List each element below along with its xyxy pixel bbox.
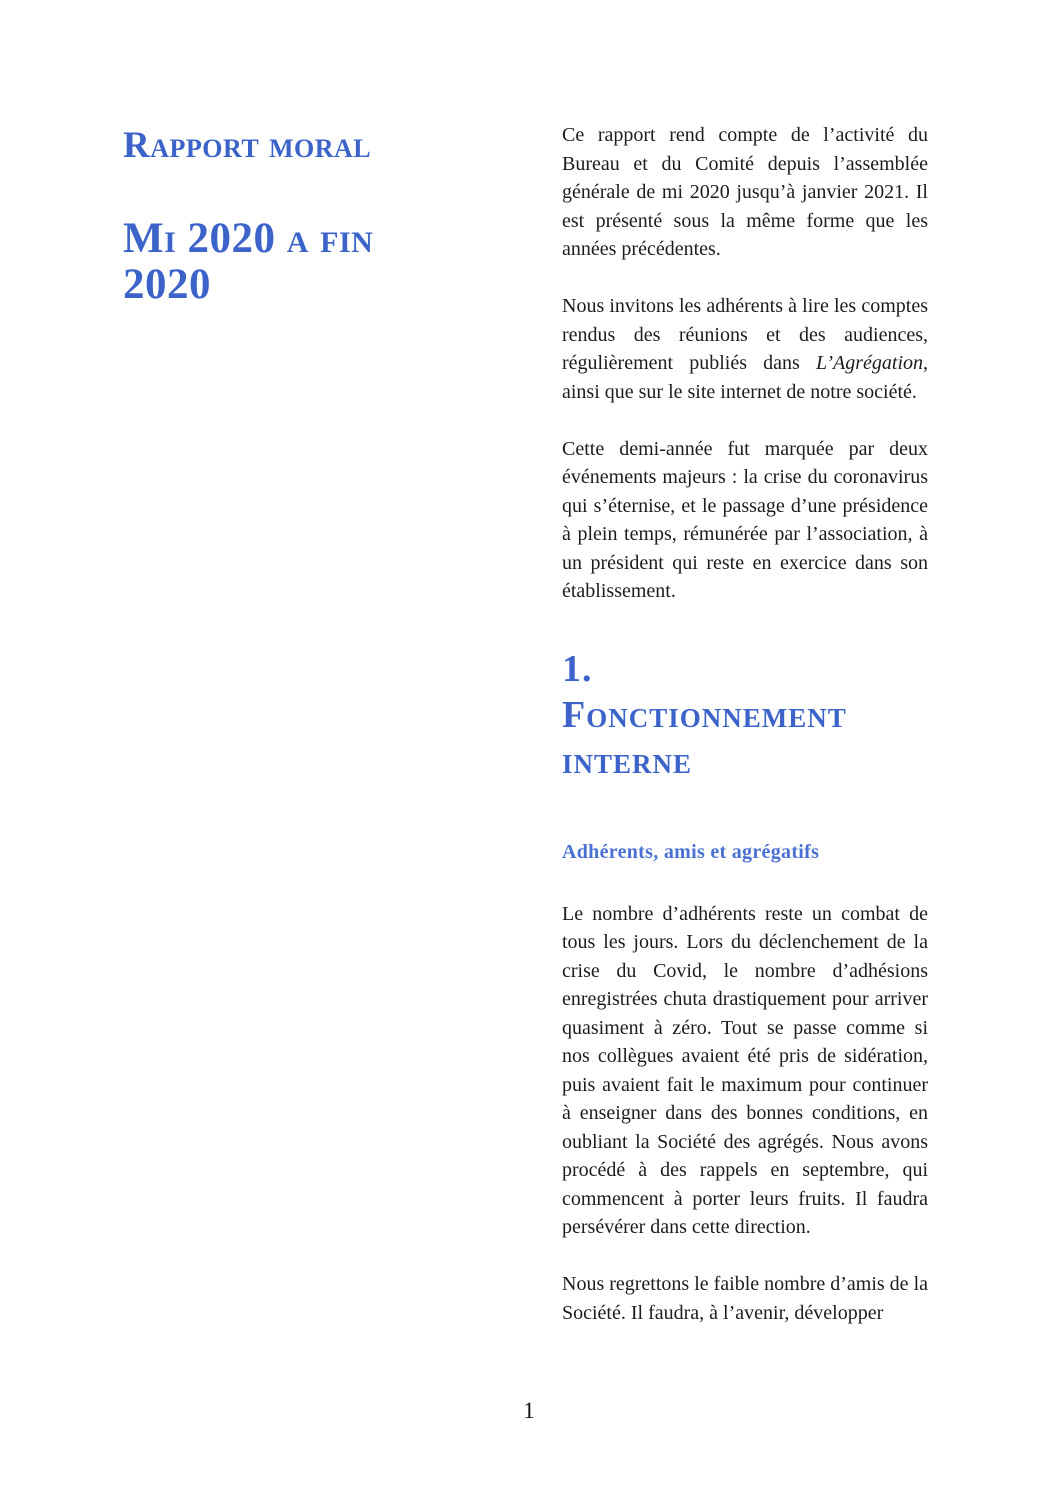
section-1-number: 1.: [562, 647, 593, 690]
page-number: 1: [523, 1398, 535, 1423]
paragraph-events: Cette demi-année fut marquée par deux événements majeurs : la crise du coronavirus qui s’éternise, et le passage d’une présidence à plein temps, rémunérée par l’association, à un président qui reste en exercice dans son établissement.: [562, 437, 928, 602]
title-block: [123, 126, 463, 308]
report-title: Rapport moral: [123, 125, 372, 166]
paragraph-invitation-lead: Nous invitons les adhérents à lire les comptes rendus des réunions et des audiences, régulièrement publiés dans: [562, 295, 928, 374]
paragraph-invitation: [562, 292, 928, 406]
paragraph-friends: Nous regrettons le faible nombre d’amis de la Société. Il faudra, à l’avenir, développer: [562, 1273, 928, 1324]
journal-name-italic: L’Agrégation: [815, 352, 923, 374]
paragraph-invitation-tail: , ainsi que sur le site internet de notre société.: [562, 352, 928, 403]
subsection-heading: Adhérents, amis et agrégatifs: [562, 840, 820, 863]
paragraph-intro: Ce rapport rend compte de l’activité du Bureau et du Comité depuis l’assemblée générale de mi 2020 jusqu’à janvier 2021. Il est présenté sous la même forme que les années précédentes.: [562, 124, 928, 260]
paragraph-members: Le nombre d’adhérents reste un combat de tous les jours. Lors du déclenchement de la crise du Covid, le nombre d’adhésions enregistrées chuta drastiquement pour arriver quasiment à zéro. Tout se passe comme si nos collègues avaient été pris de sidération, puis avaient fait le maximum pour continuer à enseigner dans des bonnes conditions, en oubliant la Société des agrégés. Nous avons procédé à des rappels en septembre, qui commencent à porter leurs fruits. Il faudra persévérer dans cette direction.: [562, 902, 928, 1238]
body-column: [562, 121, 928, 1356]
report-subtitle: Mi 2020 a fin 2020: [123, 215, 374, 308]
section-1-heading: [562, 646, 882, 784]
section-1-title: Fonctionnement interne: [562, 693, 847, 782]
